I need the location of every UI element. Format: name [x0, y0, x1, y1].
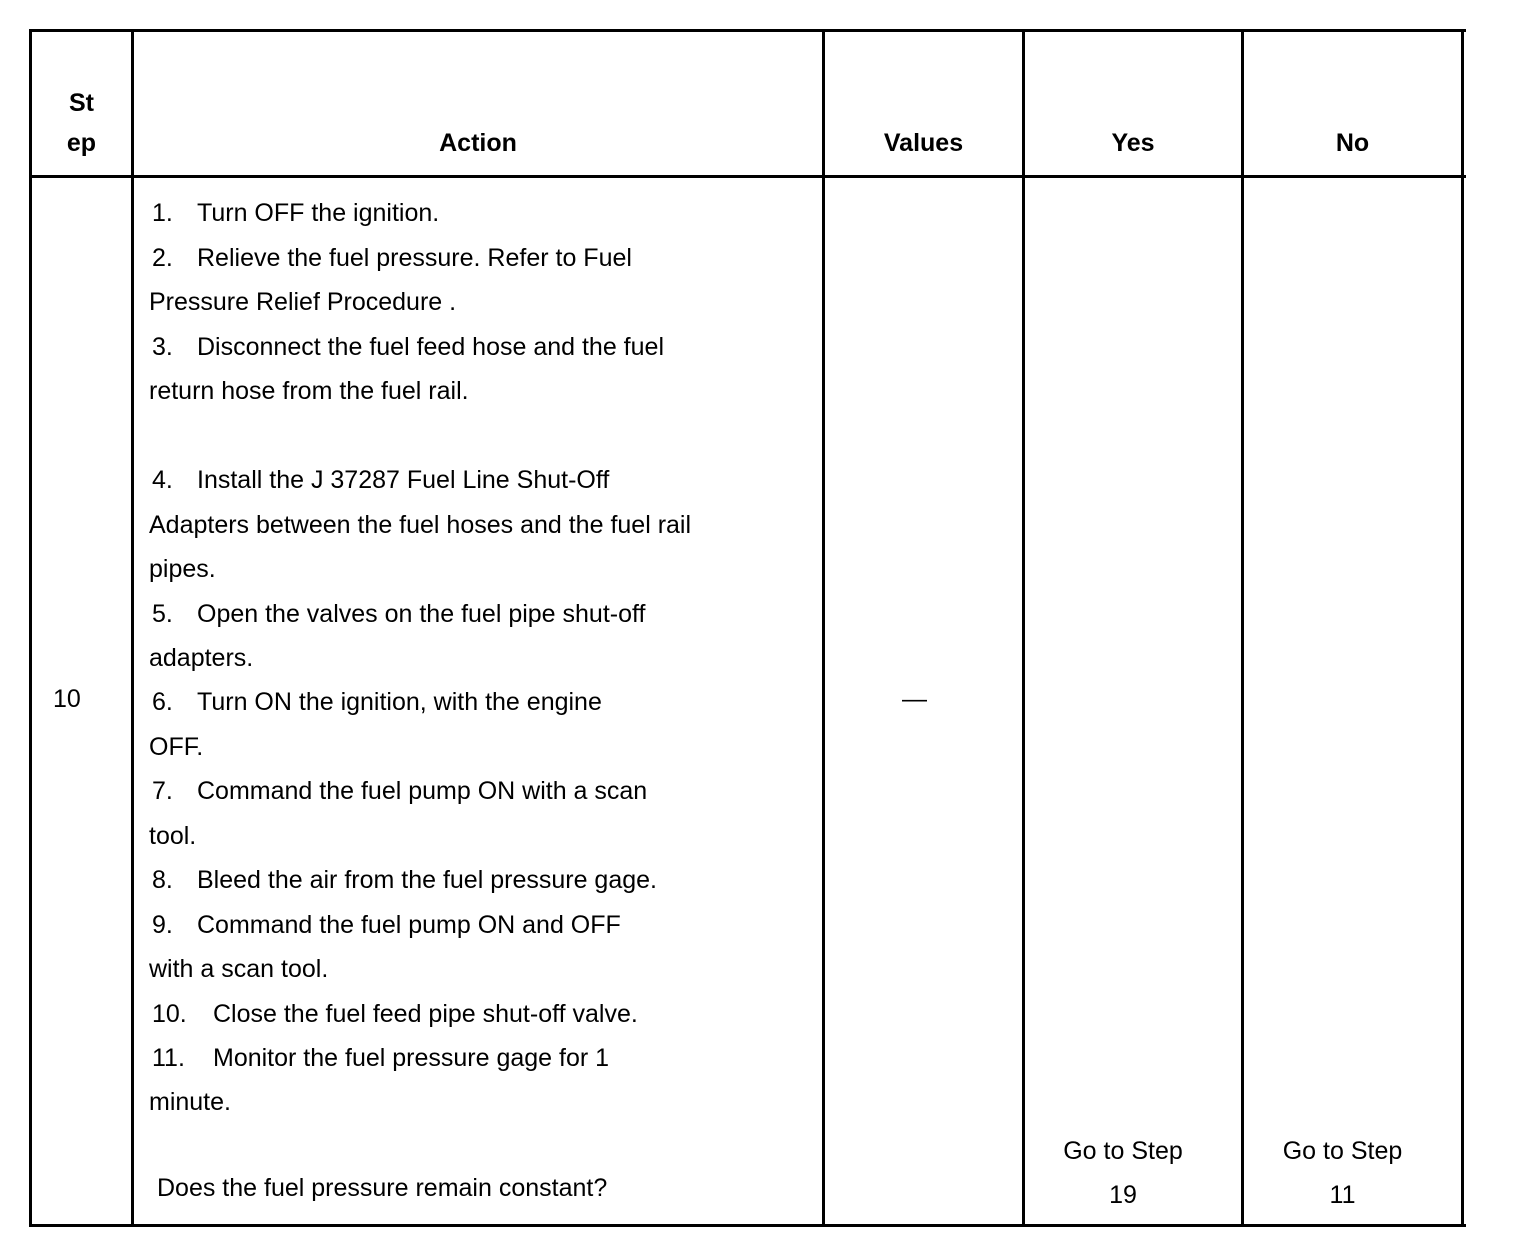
step-index: 11. — [152, 1044, 185, 1072]
step-index: 2. — [152, 244, 173, 272]
step-text: minute. — [149, 1088, 231, 1116]
step-index: 6. — [152, 688, 173, 716]
column-divider-action-values — [822, 29, 825, 1227]
header-divider — [29, 175, 1466, 178]
column-divider-step-action — [131, 29, 134, 1227]
list-item — [149, 465, 609, 495]
step-index: 7. — [152, 777, 173, 805]
step-text: Pressure Relief Procedure . — [149, 288, 457, 316]
list-item — [149, 954, 328, 984]
step-text: OFF. — [149, 733, 204, 761]
list-item — [149, 287, 456, 317]
step-text: adapters. — [149, 644, 254, 672]
step-text: Disconnect the fuel feed hose and the fuel — [197, 333, 664, 361]
step-text: Command the fuel pump ON with a scan — [197, 777, 648, 805]
step-index: 5. — [152, 600, 173, 628]
step-index: 4. — [152, 466, 173, 494]
step-text: Relieve the fuel pressure. Refer to Fuel — [197, 244, 632, 272]
list-item — [149, 776, 647, 806]
step-index: 10. — [152, 1000, 187, 1028]
step-text: pipes. — [149, 555, 216, 583]
step-index: 8. — [152, 866, 173, 894]
yes-goto-step: 19 — [1109, 1181, 1137, 1209]
step-number: 10 — [53, 685, 81, 713]
header-step — [32, 83, 131, 163]
list-item — [149, 910, 621, 940]
table-border-bottom — [29, 1224, 1466, 1227]
column-divider-yes-no — [1241, 29, 1244, 1227]
step-text: Open the valves on the fuel pipe shut-off — [197, 600, 646, 628]
no-goto-label: Go to Step — [1282, 1137, 1403, 1165]
list-item — [149, 865, 657, 895]
yes-goto-label: Go to Step — [1063, 1137, 1183, 1165]
step-text: return hose from the fuel rail. — [149, 377, 469, 405]
diagnostic-table — [29, 29, 1466, 1227]
step-text: Adapters between the fuel hoses and the fuel rail — [149, 511, 692, 539]
values-cell: — — [902, 685, 927, 713]
yes-outcome — [1025, 1129, 1221, 1217]
step-text: Bleed the air from the fuel pressure gage. — [197, 866, 657, 894]
list-item — [149, 1043, 609, 1073]
list-item — [149, 554, 216, 584]
table-border-left — [29, 29, 32, 1227]
list-item — [149, 1087, 231, 1117]
header-yes: Yes — [1111, 129, 1155, 157]
no-goto-step: 11 — [1329, 1181, 1356, 1209]
list-item — [149, 732, 203, 762]
step-text: with a scan tool. — [149, 955, 329, 983]
list-item — [149, 687, 602, 717]
step-text: Turn OFF the ignition. — [197, 199, 440, 227]
step-index: 9. — [152, 911, 173, 939]
step-text: Turn ON the ignition, with the engine — [197, 688, 602, 716]
question-text: Does the fuel pressure remain constant? — [157, 1174, 608, 1202]
header-step-line1: St — [69, 89, 94, 117]
list-item — [149, 376, 469, 406]
header-step-line2: ep — [66, 129, 97, 157]
step-index: 1. — [152, 199, 173, 227]
list-item — [149, 332, 664, 362]
header-no: No — [1335, 129, 1370, 157]
step-text: tool. — [149, 822, 197, 850]
column-divider-values-yes — [1022, 29, 1025, 1227]
list-item — [149, 510, 691, 540]
list-item — [149, 198, 439, 228]
table-border-top — [29, 29, 1466, 32]
step-text: Monitor the fuel pressure gage for 1 — [213, 1044, 610, 1072]
step-text: Install the J 37287 Fuel Line Shut-Off — [197, 466, 610, 494]
header-values: Values — [883, 129, 964, 157]
table-border-right — [1461, 29, 1464, 1227]
step-text: Command the fuel pump ON and OFF — [197, 911, 621, 939]
list-item — [149, 243, 632, 273]
list-item — [149, 999, 638, 1029]
list-item — [149, 599, 645, 629]
step-text: Close the fuel feed pipe shut-off valve. — [213, 1000, 638, 1028]
header-action: Action — [439, 129, 517, 157]
list-item — [149, 821, 196, 851]
list-item — [149, 643, 253, 673]
step-index: 3. — [152, 333, 173, 361]
no-outcome — [1244, 1129, 1441, 1217]
